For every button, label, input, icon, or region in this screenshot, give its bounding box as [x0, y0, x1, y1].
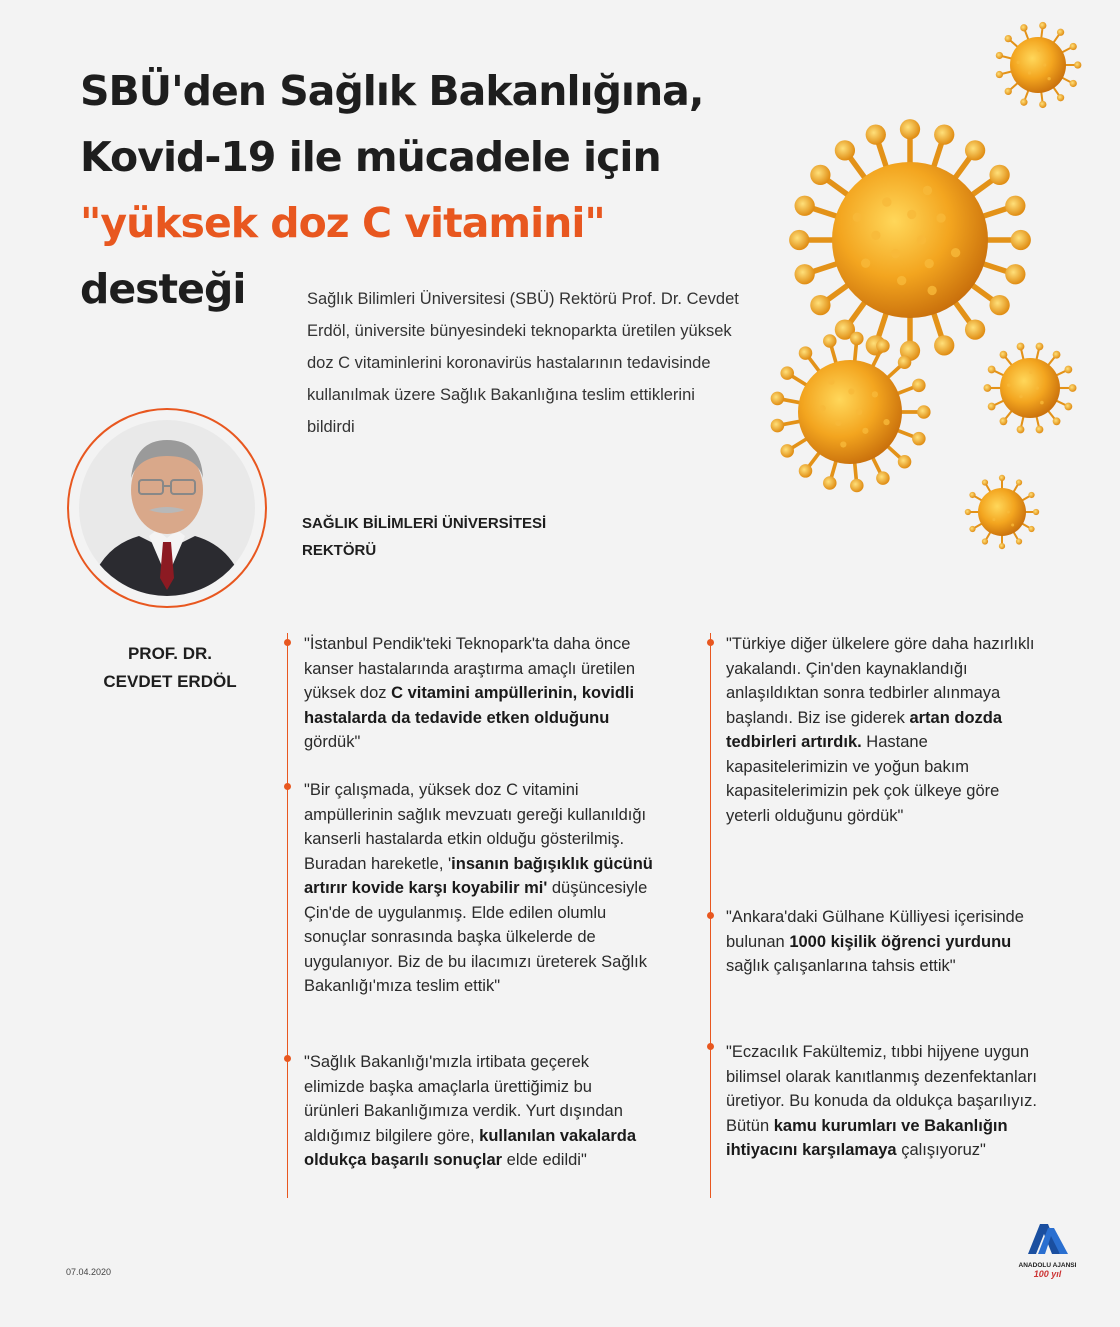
person-name: PROF. DR. CEVDET ERDÖL [103, 644, 237, 691]
quote-text: "Ankara'daki Gülhane Külliyesi içerisinde bulunan [726, 908, 1024, 951]
coronavirus-icon [984, 343, 1077, 434]
headline-line-1: SBÜ'den Sağlık Bakanlığına, [80, 67, 704, 115]
quote-marker [707, 912, 714, 919]
anadolu-ajansi-logo [1010, 1220, 1085, 1300]
quote-text: "Bir çalışmada, yüksek doz C vitamini ampüllerinin sağlık mevzuatı gereği kullanıldığı kanserli hastalarda etkin olduğu gösterilmiş. Buradan hareketle, ' [304, 781, 647, 873]
quote-marker [284, 639, 291, 646]
quote-marker [284, 1055, 291, 1062]
publish-date: 07.04.2020 [66, 1267, 112, 1277]
left-column-rule [287, 633, 288, 1198]
quote-right-2 [726, 905, 1046, 979]
coronavirus-icon [789, 119, 1031, 361]
coronavirus-icon [965, 475, 1039, 549]
headline-line-3: "yüksek doz C vitamini" [80, 199, 605, 247]
quote-emphasis: 1000 kişilik öğrenci yurdunu [789, 932, 1012, 951]
quote-left-2 [304, 778, 664, 999]
aa-logo-letters: AA [1047, 1253, 1049, 1254]
quote-marker [284, 783, 291, 790]
portrait-illustration [77, 418, 257, 598]
quote-left-3 [304, 1050, 649, 1173]
aa-logo-name: ANADOLU AJANSI [1018, 1262, 1077, 1269]
quote-text: "Eczacılık Fakültemiz, tıbbi hijyene uygun bilimsel olarak kanıtlanmış dezenfektanları üretiyor. Bu konuda da oldukça başarılıyız. Bütün [726, 1043, 1037, 1135]
quote-text: "İstanbul Pendik'teki Teknopark'ta daha önce kanser hastalarında araştırma amaçlı üretilen yüksek doz [304, 635, 636, 702]
aa-logo-anniversary: 100 yıl [1033, 1269, 1062, 1279]
quote-right-3 [726, 1040, 1046, 1163]
headline-line-2: Kovid-19 ile mücadele için [80, 133, 661, 181]
quote-marker [707, 1043, 714, 1050]
coronavirus-icon [996, 22, 1082, 108]
quote-emphasis: artan dozda tedbirleri artırdık. [726, 708, 1003, 751]
coronavirus-icon [771, 332, 931, 493]
quote-right-1 [726, 632, 1046, 828]
quote-text: "Türkiye diğer ülkelere göre daha hazırlıklı yakalandı. Çin'den kaynaklandığı anlaşıldıktan sonra tedbirler alınmaya başlandı. Biz ise giderek [726, 635, 1035, 727]
quote-text: gördük" [304, 733, 361, 751]
quote-marker [707, 639, 714, 646]
quote-text: düşüncesiyle Çin'de de uygulanmış. Elde edilen olumlu sonuçlar sonrasında başka ülkelerde de uygulanıyor. Biz de bu ilacımızı üreterek Sağlık Bakanlığı'mıza teslim ettik" [304, 879, 648, 995]
headline-line-4: desteği [80, 265, 246, 313]
quote-left-1 [304, 632, 664, 755]
quote-emphasis: C vitamini ampüllerinin, kovidli hastalarda da tedavide etken olduğunu [304, 684, 635, 727]
quote-text: çalışıyoruz" [896, 1141, 986, 1159]
quote-text: Hastane kapasitelerimizin ve yoğun bakım kapasitelerimizin pek çok ülkeye göre yeterli olduğunu gördük" [726, 733, 1000, 825]
quote-emphasis: kullanılan vakalarda oldukça başarılı sonuçlar [304, 1126, 637, 1169]
quote-emphasis: insanın bağışıklık gücünü artırır kovide karşı koyabilir mi' [304, 854, 653, 897]
lead-paragraph: Sağlık Bilimleri Üniversitesi (SBÜ) Rektörü Prof. Dr. Cevdet Erdöl, üniversite bünyesindeki teknoparkta üretilen yüksek doz C vitaminlerini koronavirüs hastalarının tedavisinde kullanılmak üzere Sağlık Bakanlığına teslim ettiklerini bildirdi [307, 290, 739, 436]
quote-text: elde edildi" [502, 1151, 587, 1169]
person-role: SAĞLIK BİLİMLERİ ÜNİVERSİTESİ REKTÖRÜ [302, 515, 547, 559]
quote-text: sağlık çalışanlarına tahsis ettik" [726, 957, 956, 975]
quote-emphasis: kamu kurumları ve Bakanlığın ihtiyacını karşılamaya [726, 1116, 1008, 1159]
person-portrait [67, 408, 267, 608]
aa-logo-mark [1026, 1220, 1070, 1256]
quote-text: "Sağlık Bakanlığı'mızla irtibata geçerek elimizde başka amaçlarla ürettiğimiz bu ürünleri Bakanlığımıza verdik. Yurt dışından aldığımız bilgilere göre, [304, 1053, 623, 1145]
